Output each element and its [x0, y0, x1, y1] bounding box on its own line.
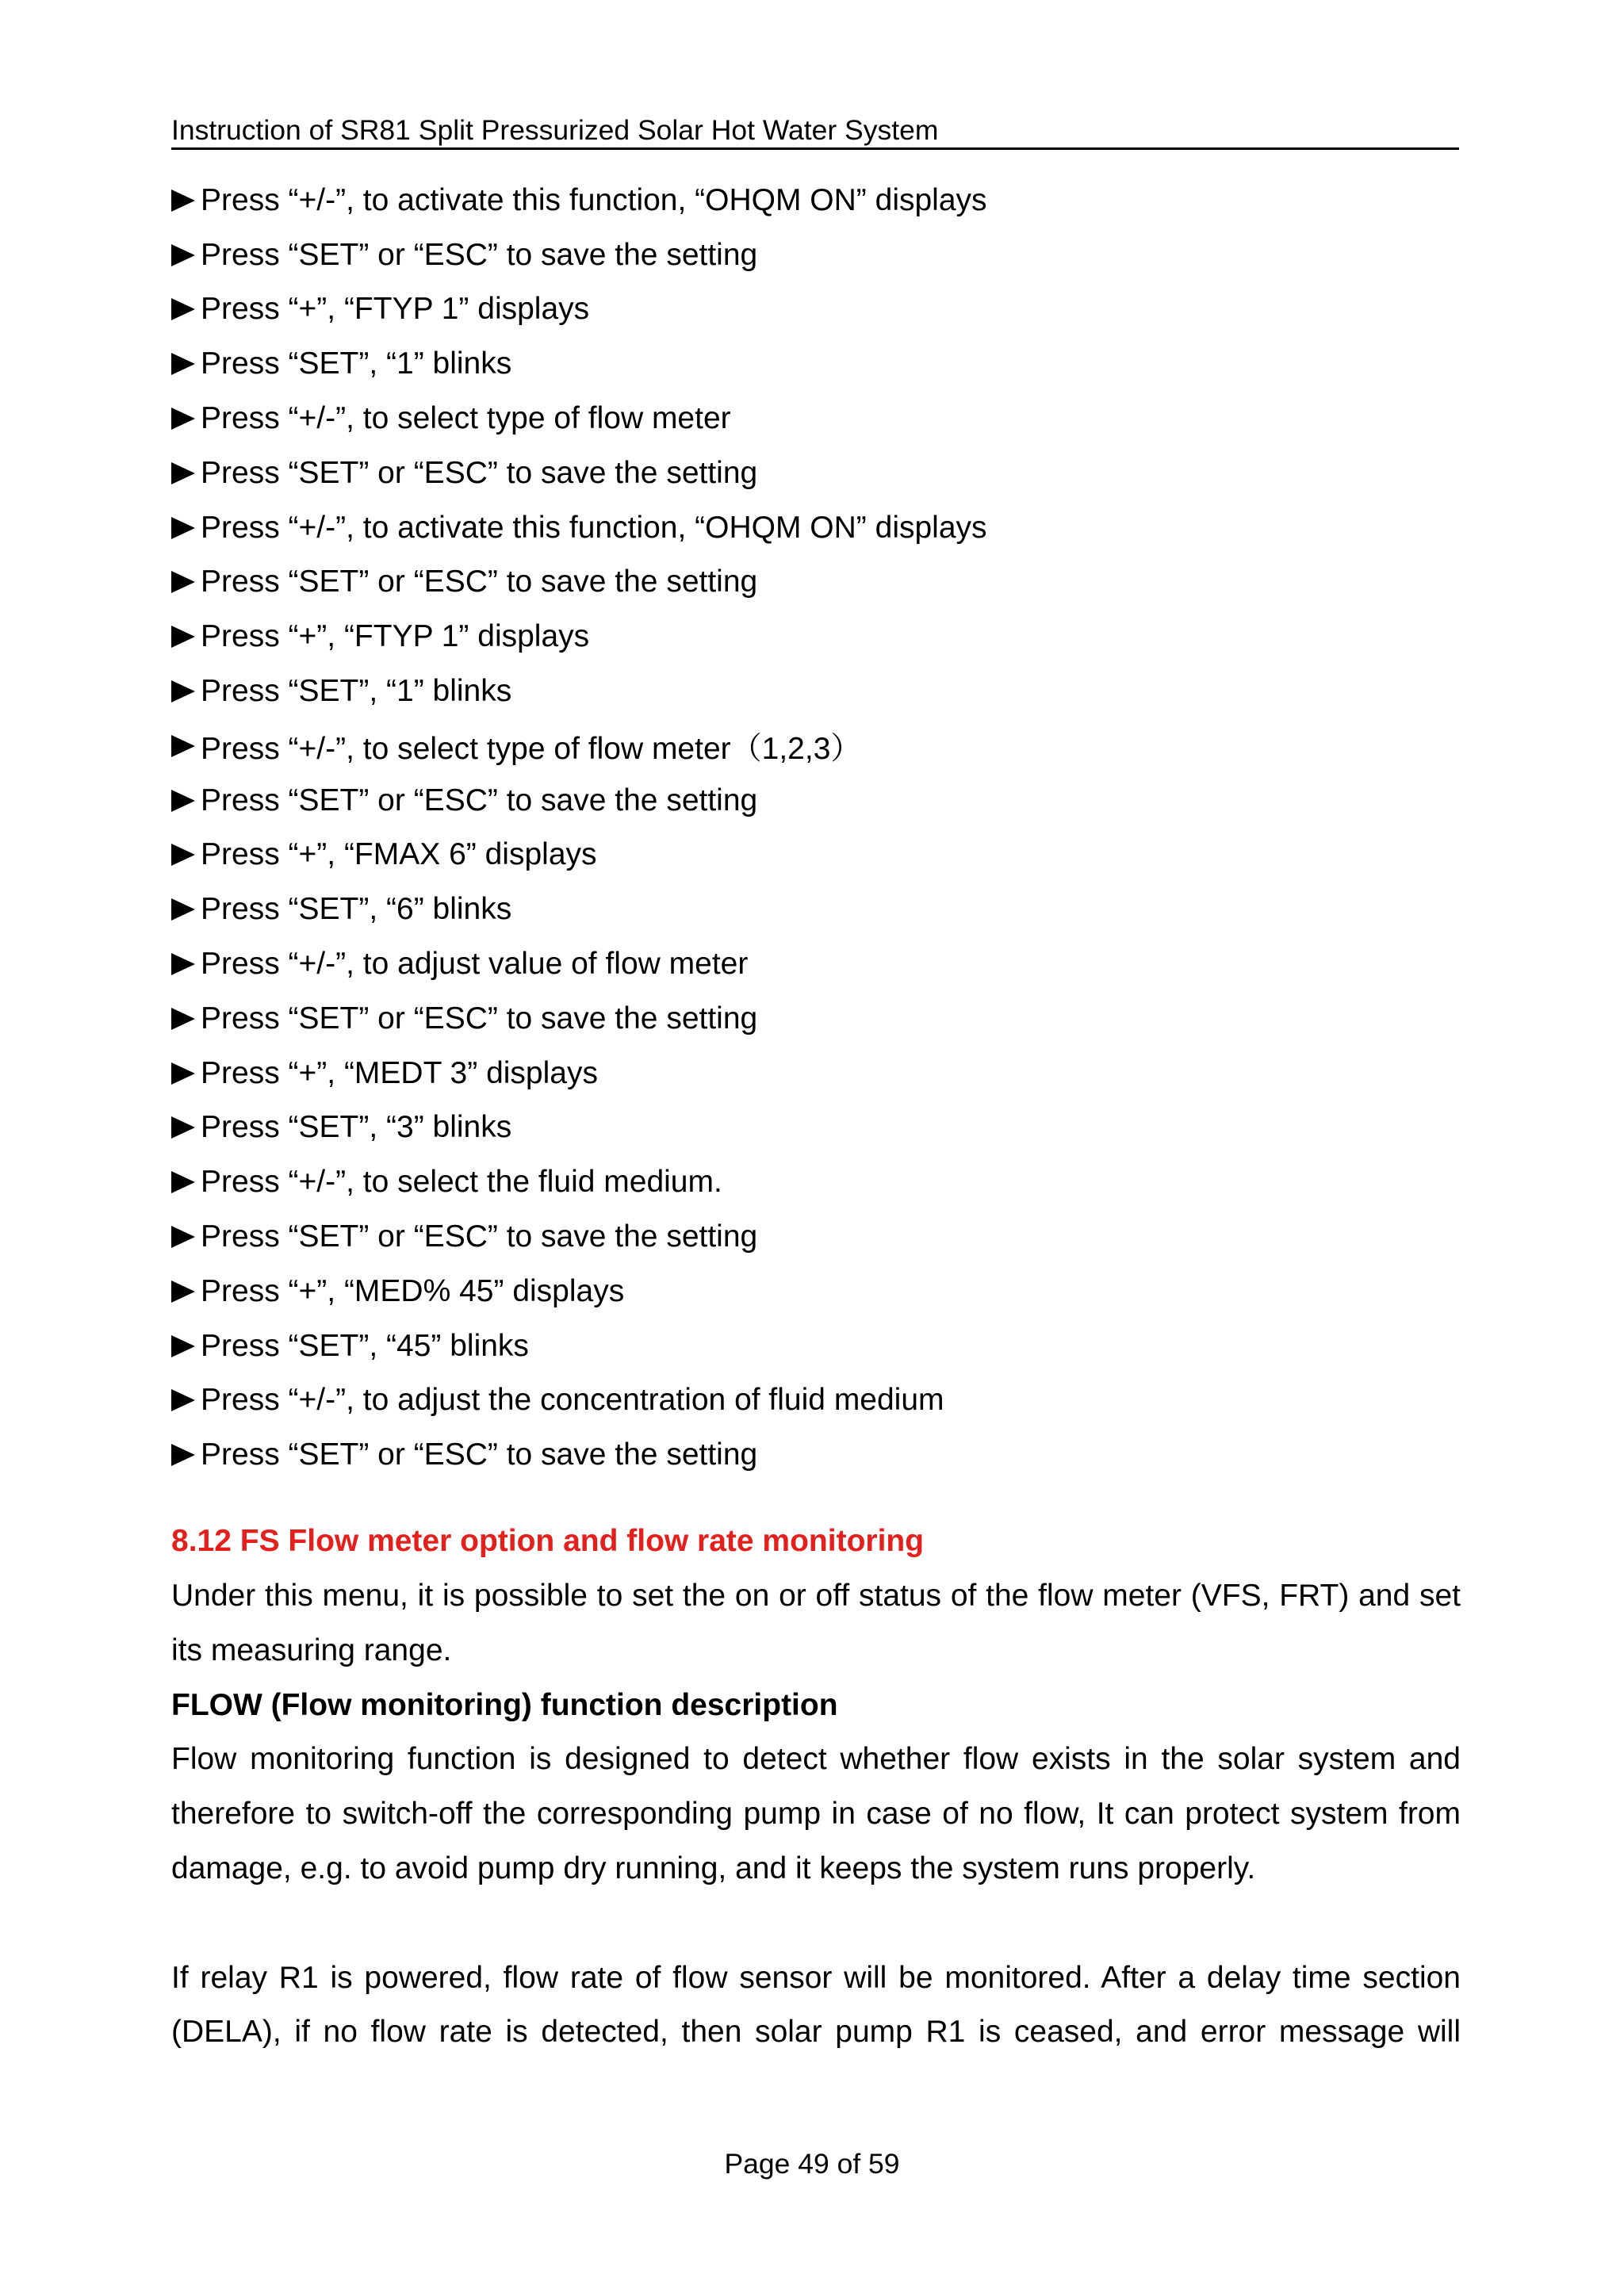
bullet-triangle-icon [171, 244, 195, 266]
step-text: Press “SET” or “ESC” to save the setting [201, 455, 758, 490]
intro-line: Under this menu, it is possible to set the on or off status of the flow meter (VFS, FRT) and set [171, 1578, 1461, 1613]
bullet-triangle-icon [171, 1116, 195, 1139]
step-item [171, 991, 1461, 1046]
bullet-triangle-icon [171, 1444, 195, 1466]
step-text: Press “+”, “FTYP 1” displays [201, 292, 590, 327]
step-text: Press “+/-”, to activate this function, “OHQM ON” displays [201, 510, 987, 545]
step-item [171, 773, 1461, 828]
paragraph-line: damage, e.g. to avoid pump dry running, and it keeps the system runs properly. [171, 1851, 1256, 1885]
bullet-triangle-icon [171, 1226, 195, 1248]
step-text: Press “+/-”, to activate this function, “OHQM ON” displays [201, 182, 987, 217]
step-item [171, 282, 1461, 337]
step-text: Press “+/-”, to adjust value of flow meter [201, 946, 749, 981]
step-item [171, 1210, 1461, 1265]
step-item [171, 1373, 1461, 1428]
step-item [171, 173, 1461, 228]
step-item [171, 1428, 1461, 1483]
bullet-triangle-icon [171, 462, 195, 484]
bullet-triangle-icon [171, 517, 195, 539]
bullet-triangle-icon [171, 844, 195, 866]
paragraph-line: therefore to switch-off the corresponding pump in case of no flow, It can protect system from [171, 1797, 1461, 1832]
intro-line: its measuring range. [171, 1633, 452, 1667]
step-item [171, 610, 1461, 664]
step-text: Press “+/-”, to select type of flow meter（1,2,3） [201, 731, 862, 766]
step-text: Press “+”, “MEDT 3” displays [201, 1055, 598, 1090]
bullet-triangle-icon [171, 1280, 195, 1303]
step-text: Press “SET”, “1” blinks [201, 346, 512, 381]
paragraph-gap [171, 1897, 1461, 1951]
bullet-triangle-icon [171, 571, 195, 593]
step-text: Press “+/-”, to select the fluid medium. [201, 1165, 722, 1200]
step-text: Press “SET” or “ESC” to save the setting [201, 1001, 758, 1035]
page-number: Page 49 of 59 [724, 2147, 900, 2180]
step-item [171, 1101, 1461, 1155]
step-text: Press “SET” or “ESC” to save the setting [201, 1437, 758, 1472]
bullet-triangle-icon [171, 353, 195, 375]
step-text: Press “SET” or “ESC” to save the setting [201, 237, 758, 272]
step-text: Press “SET” or “ESC” to save the setting [201, 1219, 758, 1254]
step-item [171, 828, 1461, 882]
step-item [171, 392, 1461, 446]
bullet-triangle-icon [171, 898, 195, 921]
bullet-triangle-icon [171, 790, 195, 812]
step-text: Press “+”, “MED% 45” displays [201, 1273, 625, 1308]
step-text: Press “SET” or “ESC” to save the setting [201, 783, 758, 817]
paragraph-line: Flow monitoring function is designed to detect whether flow exists in the solar system and [171, 1742, 1461, 1777]
page-header-title: Instruction of SR81 Split Pressurized Solar Hot Water System [171, 114, 939, 146]
paragraph-line: If relay R1 is powered, flow rate of flow sensor will be monitored. After a delay time section [171, 1960, 1461, 1995]
bullet-triangle-icon [171, 953, 195, 975]
bullet-triangle-icon [171, 626, 195, 648]
step-item [171, 337, 1461, 392]
bullet-triangle-icon [171, 1389, 195, 1411]
step-text: Press “SET” or “ESC” to save the setting [201, 565, 758, 599]
step-text: Press “+/-”, to adjust the concentration of fluid medium [201, 1383, 944, 1418]
step-text: Press “SET”, “6” blinks [201, 892, 512, 927]
step-text: Press “+/-”, to select type of flow meter [201, 400, 731, 435]
step-text: Press “SET”, “1” blinks [201, 673, 512, 708]
bullet-triangle-icon [171, 1171, 195, 1193]
header-rule [171, 147, 1459, 150]
step-item [171, 555, 1461, 610]
step-item [171, 937, 1461, 992]
step-item [171, 664, 1461, 719]
step-item [171, 718, 1461, 773]
function-description-heading: FLOW (Flow monitoring) function description [171, 1687, 838, 1722]
step-item [171, 1155, 1461, 1210]
step-item [171, 882, 1461, 937]
step-item [171, 228, 1461, 282]
step-text: Press “SET”, “45” blinks [201, 1328, 529, 1363]
step-text: Press “+”, “FTYP 1” displays [201, 619, 590, 654]
paragraph-line: (DELA), if no flow rate is detected, then solar pump R1 is ceased, and error message will [171, 2015, 1461, 2050]
step-item [171, 1264, 1461, 1319]
step-item [171, 446, 1461, 500]
section-heading: 8.12 FS Flow meter option and flow rate monitoring [171, 1524, 925, 1559]
bullet-triangle-icon [171, 408, 195, 430]
step-list [171, 173, 1461, 1482]
step-text: Press “SET”, “3” blinks [201, 1110, 512, 1145]
bullet-triangle-icon [171, 1008, 195, 1030]
step-item [171, 1319, 1461, 1373]
bullet-triangle-icon [171, 735, 195, 757]
bullet-triangle-icon [171, 1062, 195, 1085]
bullet-triangle-icon [171, 189, 195, 212]
flow-meter-section [171, 1514, 1461, 2060]
step-text: Press “+”, “FMAX 6” displays [201, 837, 597, 872]
step-item [171, 500, 1461, 555]
bullet-triangle-icon [171, 298, 195, 320]
bullet-triangle-icon [171, 680, 195, 702]
step-item [171, 1046, 1461, 1101]
bullet-triangle-icon [171, 1335, 195, 1357]
